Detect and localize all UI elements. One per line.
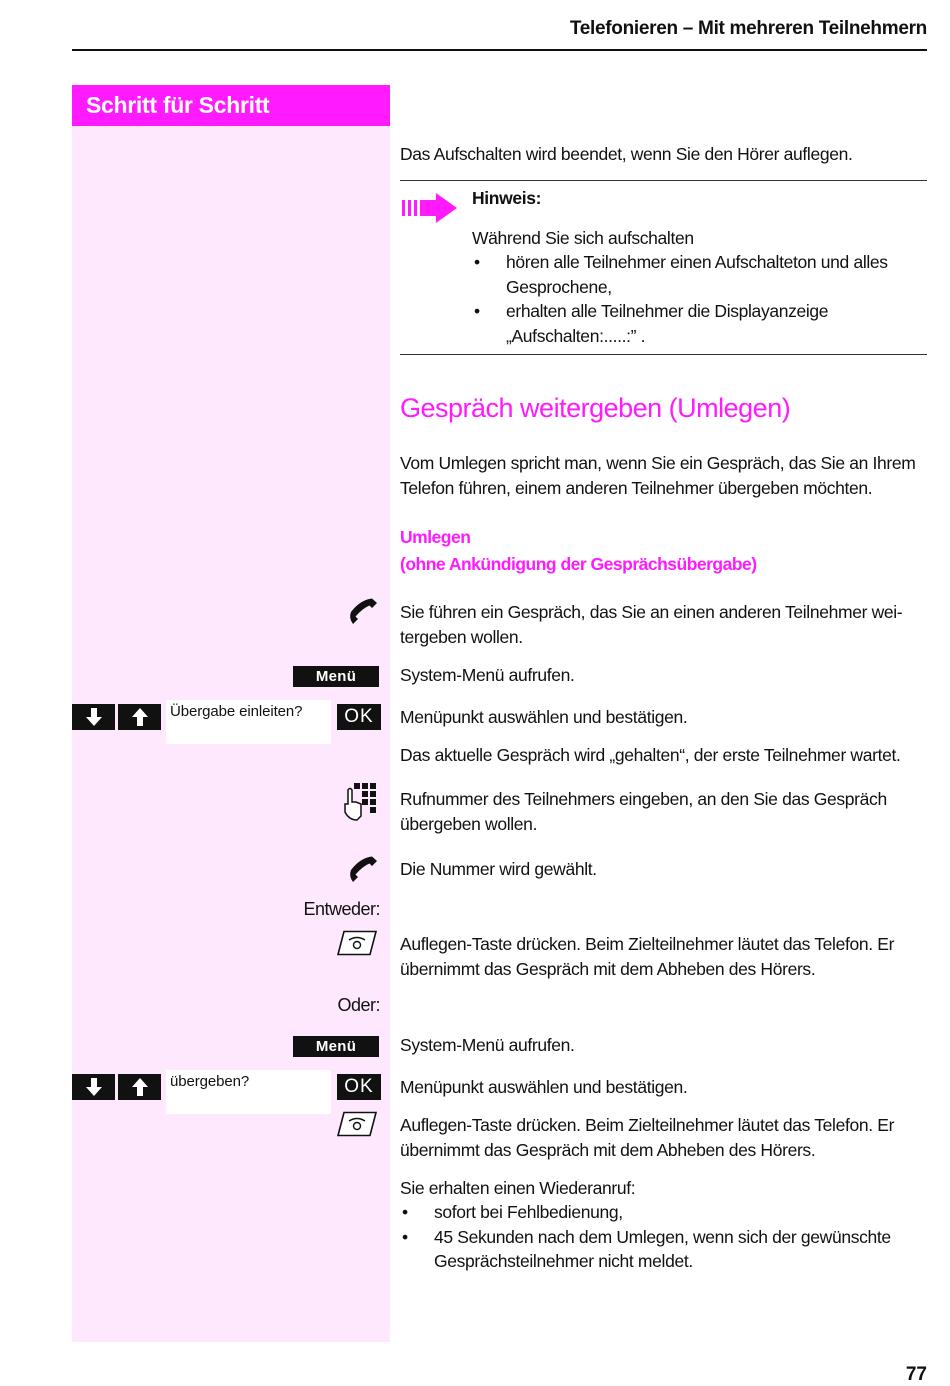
- page-number: 77: [905, 1364, 927, 1385]
- step-3-text: Menüpunkt auswählen und bestätigen.: [400, 707, 688, 727]
- intro-text: Das Aufschalten wird beendet, wenn Sie den Hörer auflegen.: [400, 144, 853, 164]
- ok-key[interactable]: OK: [337, 704, 381, 730]
- menu-key[interactable]: Menü: [293, 666, 379, 687]
- step-4-text: Rufnummer des Teilnehmers eingeben, an den Sie das Gespräch übergeben wollen.: [400, 789, 887, 834]
- note-bullet-item: • hören alle Teilnehmer einen Aufschalteton und alles Gesprochene,: [472, 250, 892, 299]
- arrow-up-key[interactable]: [118, 704, 161, 730]
- ok-key[interactable]: OK: [337, 1074, 381, 1100]
- hangup-key-icon[interactable]: [336, 1111, 378, 1137]
- step-7-text: System-Menü aufrufen.: [400, 1035, 575, 1055]
- subsection-title: Umlegen: [400, 527, 471, 547]
- arrow-down-key[interactable]: [72, 1074, 115, 1100]
- display-option: übergeben?: [166, 1070, 331, 1114]
- callback-bullet-item: • sofort bei Fehlbedienung,: [400, 1200, 920, 1225]
- callback-bullet-item: • 45 Sekunden nach dem Umlegen, wenn sich der gewünschte Gesprächsteilnehmer nicht meldet.: [400, 1225, 920, 1274]
- note-lead: Während Sie sich aufschalten: [472, 228, 694, 248]
- arrow-down-icon: [85, 1077, 103, 1097]
- note-title: Hinweis:: [472, 188, 542, 208]
- section-title: Gespräch weitergeben (Umlegen): [400, 393, 791, 423]
- step-3b-text: Das aktuelle Gespräch wird „gehalten“, der erste Teilnehmer wartet.: [400, 745, 901, 765]
- callback-bullet-list: [400, 1200, 920, 1274]
- either-label: Entweder:: [303, 899, 380, 919]
- note-bottom-rule: [400, 354, 927, 355]
- arrow-up-icon: [131, 1077, 149, 1097]
- step-2-text: System-Menü aufrufen.: [400, 665, 575, 685]
- arrow-down-key[interactable]: [72, 704, 115, 730]
- page-header-title: Telefonieren – Mit mehreren Teilnehmern: [569, 18, 927, 39]
- header-divider: [72, 49, 927, 51]
- keypad-icon: [343, 782, 379, 822]
- hangup-key-icon[interactable]: [336, 930, 378, 956]
- arrow-up-icon: [131, 707, 149, 727]
- step-5-text: Die Nummer wird gewählt.: [400, 859, 597, 879]
- step-1-text: Sie führen ein Gespräch, das Sie an einen anderen Teilnehmer wei-tergeben wollen.: [400, 602, 903, 647]
- arrow-up-key[interactable]: [118, 1074, 161, 1100]
- sidebar-heading: Schritt für Schritt: [72, 85, 390, 126]
- display-option: Übergabe einleiten?: [166, 700, 331, 744]
- callback-lead: Sie erhalten einen Wiederanruf:: [400, 1178, 636, 1198]
- note-bullet-item: • erhalten alle Teilnehmer die Displayanzeige „Aufschalten:.....:” .: [472, 299, 892, 348]
- handset-icon: [348, 856, 378, 884]
- note-top-rule: [400, 180, 927, 181]
- note-arrow-icon: [400, 192, 458, 224]
- menu-key[interactable]: Menü: [293, 1036, 379, 1057]
- section-intro: Vom Umlegen spricht man, wenn Sie ein Gespräch, das Sie an Ihrem Telefon führen, einem anderen Teilnehmer übergeben möchten.: [400, 453, 916, 498]
- or-label: Oder:: [337, 995, 380, 1015]
- step-6-text: Auflegen-Taste drücken. Beim Zielteilnehmer läutet das Telefon. Er übernimmt das Gespräch mit dem Abheben des Hörers.: [400, 934, 895, 979]
- step-9-text: Auflegen-Taste drücken. Beim Zielteilnehmer läutet das Telefon. Er übernimmt das Gespräch mit dem Abheben des Hörers.: [400, 1115, 895, 1160]
- note-bullet-list: [472, 250, 892, 348]
- arrow-down-icon: [85, 707, 103, 727]
- handset-icon: [348, 598, 378, 626]
- step-8-text: Menüpunkt auswählen und bestätigen.: [400, 1077, 688, 1097]
- subsection-subtitle: (ohne Ankündigung der Gesprächsübergabe): [400, 554, 757, 574]
